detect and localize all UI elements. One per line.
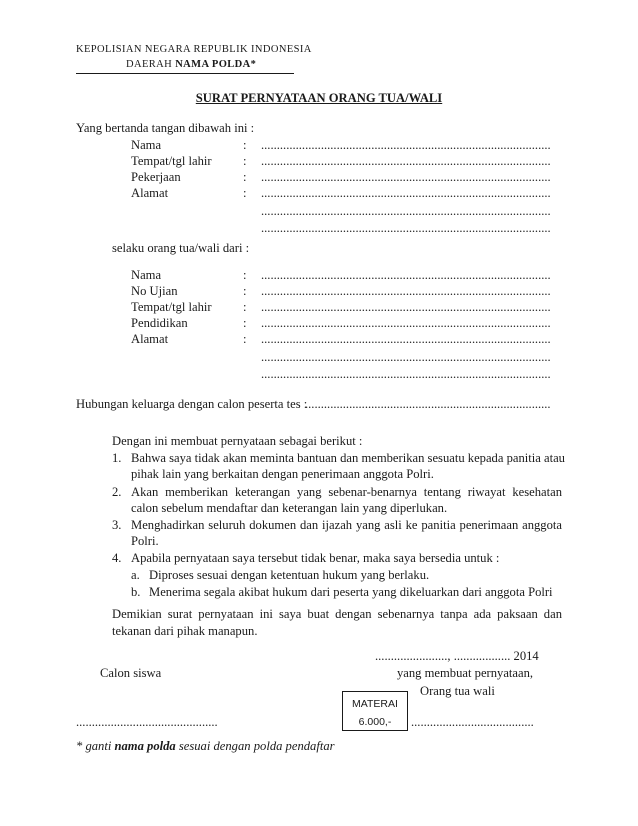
- item-number: 1.: [112, 451, 122, 465]
- item-number: 3.: [112, 518, 122, 532]
- item-number: 4.: [112, 551, 122, 565]
- footnote-pre: * ganti: [76, 739, 115, 753]
- fill-line: [305, 396, 550, 412]
- fill-line: [261, 349, 550, 365]
- item-text: Polri.: [131, 534, 159, 548]
- candidate-label: Calon siswa: [100, 666, 162, 680]
- field-colon: :: [243, 170, 247, 184]
- field-colon: :: [243, 268, 247, 282]
- guardian-signature-line: .......................................: [411, 715, 534, 729]
- institution-name: KEPOLISIAN NEGARA REPUBLIK INDONESIA: [76, 44, 312, 55]
- materai-stamp-box: [342, 691, 408, 731]
- signer-intro: Yang bertanda tangan dibawah ini :: [76, 121, 255, 135]
- item-number: 2.: [112, 485, 122, 499]
- subitem-letter: b.: [131, 585, 141, 599]
- relation-label: Hubungan keluarga dengan calon peserta tes :: [76, 397, 308, 411]
- document-title: SURAT PERNYATAAN ORANG TUA/WALI: [195, 91, 443, 105]
- field-colon: :: [243, 316, 247, 330]
- item-text: pihak lain yang berkaitan dengan penerimaan anggota Polri.: [131, 467, 434, 481]
- closing-text: tekanan dari pihak manapun.: [112, 624, 258, 638]
- place-date-line: ......................., .................. 2014: [375, 649, 539, 663]
- statement-intro: Dengan ini membuat pernyataan sebagai berikut :: [112, 434, 363, 448]
- guardian-of-label: selaku orang tua/wali dari :: [112, 241, 250, 255]
- signer-field-address: Alamat: [131, 186, 169, 200]
- fill-line: [261, 267, 550, 283]
- subitem-letter: a.: [131, 568, 140, 582]
- candidate-field-education: Pendidikan: [131, 316, 188, 330]
- field-colon: :: [243, 300, 247, 314]
- region-name: NAMA POLDA*: [175, 59, 257, 70]
- fill-line: [261, 169, 550, 185]
- item-text: Menghadirkan seluruh dokumen dan ijazah yang asli ke panitia penerimaan anggota: [131, 518, 562, 532]
- guardian-label: Orang tua wali: [420, 684, 495, 698]
- field-colon: :: [243, 284, 247, 298]
- candidate-field-birth: Tempat/tgl lahir: [131, 300, 212, 314]
- footnote-post: sesuai dengan polda pendaftar: [175, 739, 335, 753]
- fill-line: [261, 220, 550, 236]
- materai-value: 6.000,-: [358, 716, 392, 728]
- fill-line: [261, 153, 550, 169]
- subitem-text: Diproses sesuai dengan ketentuan hukum yang berlaku.: [149, 568, 430, 582]
- item-text: Apabila pernyataan saya tersebut tidak benar, maka saya bersedia untuk :: [131, 551, 500, 565]
- field-colon: :: [243, 186, 247, 200]
- fill-line: [261, 299, 550, 315]
- item-text: calon sebelum mendaftar dan keterangan lain yang diperlukan.: [131, 501, 448, 515]
- fill-line: [261, 185, 550, 201]
- item-text: Bahwa saya tidak akan meminta bantuan dan memberikan sesuatu kepada panitia atau: [131, 451, 565, 465]
- item-text: Akan memberikan keterangan yang sebenar-benarnya tentang riwayat kesehatan: [131, 485, 562, 499]
- signer-field-job: Pekerjaan: [131, 170, 181, 184]
- maker-label: yang membuat pernyataan,: [397, 666, 534, 680]
- footnote: [76, 738, 335, 754]
- signer-field-birth: Tempat/tgl lahir: [131, 154, 212, 168]
- field-colon: :: [243, 154, 247, 168]
- fill-line: [261, 137, 550, 153]
- candidate-signature-line: .............................................: [76, 715, 218, 729]
- closing-text: Demikian surat pernyataan ini saya buat dengan sebenarnya tanpa ada paksaan dan: [112, 607, 562, 621]
- subitem-text: Menerima segala akibat hukum dari peserta yang dikeluarkan dari anggota Polri: [149, 585, 553, 599]
- signer-field-name: Nama: [131, 138, 162, 152]
- candidate-field-address: Alamat: [131, 332, 169, 346]
- fill-line: [261, 366, 550, 382]
- fill-line: [261, 203, 550, 219]
- fill-line: [261, 331, 550, 347]
- field-colon: :: [243, 332, 247, 346]
- region-line: [76, 57, 294, 74]
- materai-label: MATERAI: [352, 698, 398, 710]
- footnote-bold: nama polda: [114, 739, 176, 753]
- fill-line: [261, 283, 550, 299]
- region-prefix: DAERAH: [126, 59, 176, 70]
- candidate-field-name: Nama: [131, 268, 162, 282]
- candidate-field-exam-no: No Ujian: [131, 284, 178, 298]
- field-colon: :: [243, 138, 247, 152]
- fill-line: [261, 315, 550, 331]
